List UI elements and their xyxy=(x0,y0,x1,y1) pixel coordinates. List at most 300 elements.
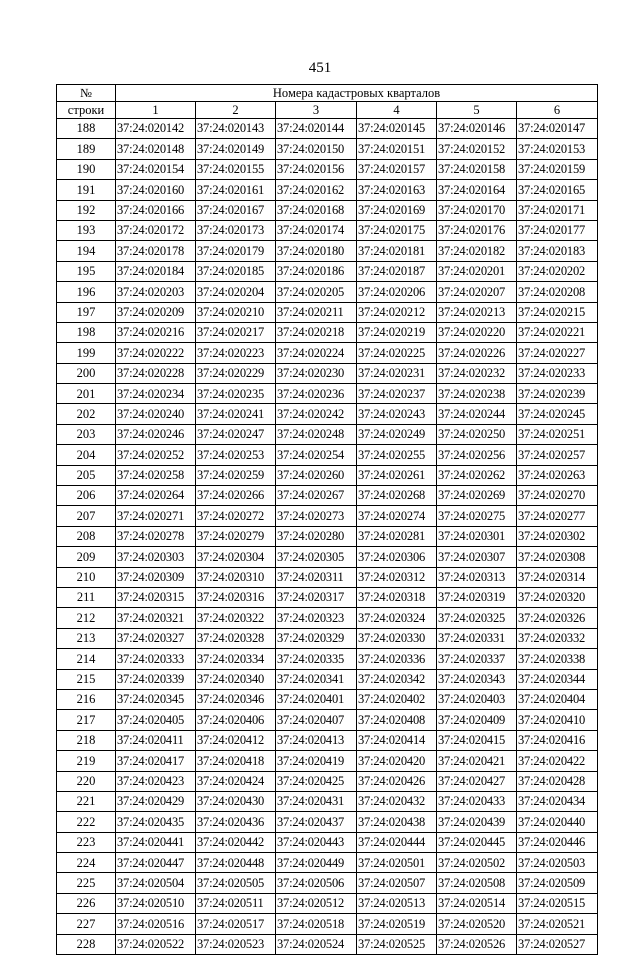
cadastral-number-cell: 37:24:020247 xyxy=(196,424,276,444)
cadastral-number-cell: 37:24:020448 xyxy=(196,853,276,873)
cadastral-number-cell: 37:24:020337 xyxy=(437,649,517,669)
cadastral-number-cell: 37:24:020509 xyxy=(517,873,598,893)
cadastral-number-cell: 37:24:020334 xyxy=(196,649,276,669)
table-row xyxy=(57,119,598,139)
header-no: № xyxy=(57,85,116,102)
cadastral-number-cell: 37:24:020235 xyxy=(196,384,276,404)
header-group: Номера кадастровых кварталов xyxy=(116,85,598,102)
cadastral-number-cell: 37:24:020229 xyxy=(196,363,276,383)
cadastral-number-cell: 37:24:020411 xyxy=(116,730,196,750)
row-number: 203 xyxy=(57,424,116,444)
cadastral-number-cell: 37:24:020168 xyxy=(276,200,357,220)
cadastral-number-cell: 37:24:020230 xyxy=(276,363,357,383)
cadastral-number-cell: 37:24:020304 xyxy=(196,547,276,567)
cadastral-number-cell: 37:24:020441 xyxy=(116,832,196,852)
cadastral-number-cell: 37:24:020149 xyxy=(196,139,276,159)
cadastral-number-cell: 37:24:020219 xyxy=(357,322,437,342)
cadastral-number-cell: 37:24:020439 xyxy=(437,812,517,832)
cadastral-number-cell: 37:24:020170 xyxy=(437,200,517,220)
cadastral-number-cell: 37:24:020436 xyxy=(196,812,276,832)
cadastral-number-cell: 37:24:020146 xyxy=(437,119,517,139)
cadastral-number-cell: 37:24:020206 xyxy=(357,282,437,302)
cadastral-number-cell: 37:24:020205 xyxy=(276,282,357,302)
cadastral-number-cell: 37:24:020526 xyxy=(437,934,517,954)
cadastral-number-cell: 37:24:020301 xyxy=(437,526,517,546)
cadastral-number-cell: 37:24:020338 xyxy=(517,649,598,669)
cadastral-number-cell: 37:24:020504 xyxy=(116,873,196,893)
table-row xyxy=(57,180,598,200)
cadastral-number-cell: 37:24:020156 xyxy=(276,159,357,179)
cadastral-number-cell: 37:24:020449 xyxy=(276,853,357,873)
cadastral-number-cell: 37:24:020154 xyxy=(116,159,196,179)
row-number: 192 xyxy=(57,200,116,220)
table-row xyxy=(57,914,598,934)
cadastral-number-cell: 37:24:020401 xyxy=(276,689,357,709)
cadastral-number-cell: 37:24:020215 xyxy=(517,302,598,322)
cadastral-number-cell: 37:24:020332 xyxy=(517,628,598,648)
cadastral-number-cell: 37:24:020277 xyxy=(517,506,598,526)
table-row xyxy=(57,567,598,587)
cadastral-number-cell: 37:24:020148 xyxy=(116,139,196,159)
row-number: 217 xyxy=(57,710,116,730)
cadastral-number-cell: 37:24:020162 xyxy=(276,180,357,200)
cadastral-number-cell: 37:24:020447 xyxy=(116,853,196,873)
cadastral-number-cell: 37:24:020434 xyxy=(517,791,598,811)
row-number: 210 xyxy=(57,567,116,587)
cadastral-number-cell: 37:24:020320 xyxy=(517,587,598,607)
table-row xyxy=(57,282,598,302)
cadastral-number-cell: 37:24:020512 xyxy=(276,893,357,913)
cadastral-number-cell: 37:24:020222 xyxy=(116,343,196,363)
cadastral-number-cell: 37:24:020167 xyxy=(196,200,276,220)
cadastral-number-cell: 37:24:020427 xyxy=(437,771,517,791)
cadastral-number-cell: 37:24:020425 xyxy=(276,771,357,791)
cadastral-number-cell: 37:24:020420 xyxy=(357,751,437,771)
cadastral-number-cell: 37:24:020443 xyxy=(276,832,357,852)
cadastral-number-cell: 37:24:020432 xyxy=(357,791,437,811)
cadastral-number-cell: 37:24:020314 xyxy=(517,567,598,587)
row-number: 223 xyxy=(57,832,116,852)
cadastral-number-cell: 37:24:020221 xyxy=(517,322,598,342)
cadastral-number-cell: 37:24:020252 xyxy=(116,445,196,465)
table-row xyxy=(57,200,598,220)
cadastral-number-cell: 37:24:020145 xyxy=(357,119,437,139)
row-number: 227 xyxy=(57,914,116,934)
cadastral-number-cell: 37:24:020267 xyxy=(276,486,357,506)
cadastral-number-cell: 37:24:020344 xyxy=(517,669,598,689)
row-number: 222 xyxy=(57,812,116,832)
cadastral-number-cell: 37:24:020510 xyxy=(116,893,196,913)
table-row xyxy=(57,261,598,281)
cadastral-number-cell: 37:24:020169 xyxy=(357,200,437,220)
cadastral-number-cell: 37:24:020317 xyxy=(276,587,357,607)
cadastral-number-cell: 37:24:020207 xyxy=(437,282,517,302)
table-row xyxy=(57,547,598,567)
cadastral-number-cell: 37:24:020177 xyxy=(517,220,598,240)
table-row xyxy=(57,587,598,607)
cadastral-number-cell: 37:24:020403 xyxy=(437,689,517,709)
table-row xyxy=(57,751,598,771)
cadastral-number-cell: 37:24:020444 xyxy=(357,832,437,852)
row-number: 204 xyxy=(57,445,116,465)
table-row xyxy=(57,710,598,730)
cadastral-number-cell: 37:24:020178 xyxy=(116,241,196,261)
cadastral-number-cell: 37:24:020413 xyxy=(276,730,357,750)
row-number: 212 xyxy=(57,608,116,628)
cadastral-number-cell: 37:24:020160 xyxy=(116,180,196,200)
cadastral-number-cell: 37:24:020259 xyxy=(196,465,276,485)
cadastral-number-cell: 37:24:020312 xyxy=(357,567,437,587)
cadastral-number-cell: 37:24:020183 xyxy=(517,241,598,261)
cadastral-number-cell: 37:24:020268 xyxy=(357,486,437,506)
cadastral-number-cell: 37:24:020446 xyxy=(517,832,598,852)
cadastral-number-cell: 37:24:020503 xyxy=(517,853,598,873)
cadastral-number-cell: 37:24:020426 xyxy=(357,771,437,791)
row-number: 216 xyxy=(57,689,116,709)
table-row xyxy=(57,526,598,546)
cadastral-number-cell: 37:24:020153 xyxy=(517,139,598,159)
cadastral-number-cell: 37:24:020181 xyxy=(357,241,437,261)
table-row xyxy=(57,159,598,179)
row-number: 195 xyxy=(57,261,116,281)
table-row xyxy=(57,730,598,750)
cadastral-number-cell: 37:24:020328 xyxy=(196,628,276,648)
cadastral-number-cell: 37:24:020217 xyxy=(196,322,276,342)
cadastral-number-cell: 37:24:020408 xyxy=(357,710,437,730)
table-row xyxy=(57,404,598,424)
row-number: 200 xyxy=(57,363,116,383)
cadastral-number-cell: 37:24:020412 xyxy=(196,730,276,750)
table-row xyxy=(57,791,598,811)
cadastral-number-cell: 37:24:020184 xyxy=(116,261,196,281)
cadastral-number-cell: 37:24:020180 xyxy=(276,241,357,261)
cadastral-number-cell: 37:24:020242 xyxy=(276,404,357,424)
cadastral-number-cell: 37:24:020442 xyxy=(196,832,276,852)
cadastral-number-cell: 37:24:020322 xyxy=(196,608,276,628)
cadastral-number-cell: 37:24:020255 xyxy=(357,445,437,465)
cadastral-number-cell: 37:24:020405 xyxy=(116,710,196,730)
row-number: 193 xyxy=(57,220,116,240)
cadastral-number-cell: 37:24:020226 xyxy=(437,343,517,363)
table-row xyxy=(57,343,598,363)
cadastral-number-cell: 37:24:020325 xyxy=(437,608,517,628)
table-row xyxy=(57,363,598,383)
cadastral-number-cell: 37:24:020172 xyxy=(116,220,196,240)
cadastral-number-cell: 37:24:020501 xyxy=(357,853,437,873)
cadastral-number-cell: 37:24:020311 xyxy=(276,567,357,587)
cadastral-number-cell: 37:24:020186 xyxy=(276,261,357,281)
cadastral-number-cell: 37:24:020339 xyxy=(116,669,196,689)
row-number: 197 xyxy=(57,302,116,322)
cadastral-number-cell: 37:24:020323 xyxy=(276,608,357,628)
cadastral-number-cell: 37:24:020437 xyxy=(276,812,357,832)
table-row xyxy=(57,486,598,506)
cadastral-number-cell: 37:24:020438 xyxy=(357,812,437,832)
cadastral-number-cell: 37:24:020519 xyxy=(357,914,437,934)
cadastral-table xyxy=(56,84,598,955)
cadastral-number-cell: 37:24:020524 xyxy=(276,934,357,954)
cadastral-number-cell: 37:24:020329 xyxy=(276,628,357,648)
row-number: 196 xyxy=(57,282,116,302)
cadastral-number-cell: 37:24:020157 xyxy=(357,159,437,179)
cadastral-number-cell: 37:24:020419 xyxy=(276,751,357,771)
cadastral-number-cell: 37:24:020158 xyxy=(437,159,517,179)
cadastral-number-cell: 37:24:020316 xyxy=(196,587,276,607)
cadastral-number-cell: 37:24:020163 xyxy=(357,180,437,200)
cadastral-number-cell: 37:24:020280 xyxy=(276,526,357,546)
cadastral-number-cell: 37:24:020418 xyxy=(196,751,276,771)
table-row xyxy=(57,934,598,954)
cadastral-number-cell: 37:24:020161 xyxy=(196,180,276,200)
cadastral-number-cell: 37:24:020271 xyxy=(116,506,196,526)
cadastral-number-cell: 37:24:020166 xyxy=(116,200,196,220)
column-header: 6 xyxy=(517,102,598,119)
cadastral-number-cell: 37:24:020273 xyxy=(276,506,357,526)
row-number: 194 xyxy=(57,241,116,261)
cadastral-number-cell: 37:24:020185 xyxy=(196,261,276,281)
table-row xyxy=(57,649,598,669)
table-row xyxy=(57,220,598,240)
cadastral-number-cell: 37:24:020231 xyxy=(357,363,437,383)
cadastral-number-cell: 37:24:020182 xyxy=(437,241,517,261)
cadastral-number-cell: 37:24:020511 xyxy=(196,893,276,913)
cadastral-number-cell: 37:24:020409 xyxy=(437,710,517,730)
row-number: 188 xyxy=(57,119,116,139)
cadastral-number-cell: 37:24:020522 xyxy=(116,934,196,954)
cadastral-number-cell: 37:24:020164 xyxy=(437,180,517,200)
cadastral-number-cell: 37:24:020342 xyxy=(357,669,437,689)
cadastral-number-cell: 37:24:020516 xyxy=(116,914,196,934)
cadastral-number-cell: 37:24:020345 xyxy=(116,689,196,709)
cadastral-number-cell: 37:24:020239 xyxy=(517,384,598,404)
cadastral-number-cell: 37:24:020431 xyxy=(276,791,357,811)
cadastral-number-cell: 37:24:020264 xyxy=(116,486,196,506)
row-number: 221 xyxy=(57,791,116,811)
cadastral-number-cell: 37:24:020313 xyxy=(437,567,517,587)
row-number: 199 xyxy=(57,343,116,363)
table-row xyxy=(57,445,598,465)
cadastral-number-cell: 37:24:020515 xyxy=(517,893,598,913)
cadastral-number-cell: 37:24:020440 xyxy=(517,812,598,832)
cadastral-number-cell: 37:24:020433 xyxy=(437,791,517,811)
cadastral-number-cell: 37:24:020224 xyxy=(276,343,357,363)
cadastral-number-cell: 37:24:020250 xyxy=(437,424,517,444)
cadastral-number-cell: 37:24:020505 xyxy=(196,873,276,893)
cadastral-number-cell: 37:24:020272 xyxy=(196,506,276,526)
table-row xyxy=(57,689,598,709)
cadastral-number-cell: 37:24:020143 xyxy=(196,119,276,139)
cadastral-number-cell: 37:24:020262 xyxy=(437,465,517,485)
cadastral-number-cell: 37:24:020415 xyxy=(437,730,517,750)
column-header: 4 xyxy=(357,102,437,119)
cadastral-number-cell: 37:24:020225 xyxy=(357,343,437,363)
cadastral-number-cell: 37:24:020417 xyxy=(116,751,196,771)
cadastral-number-cell: 37:24:020527 xyxy=(517,934,598,954)
cadastral-number-cell: 37:24:020331 xyxy=(437,628,517,648)
cadastral-number-cell: 37:24:020307 xyxy=(437,547,517,567)
cadastral-number-cell: 37:24:020218 xyxy=(276,322,357,342)
cadastral-number-cell: 37:24:020241 xyxy=(196,404,276,424)
cadastral-number-cell: 37:24:020210 xyxy=(196,302,276,322)
table-row xyxy=(57,322,598,342)
cadastral-number-cell: 37:24:020240 xyxy=(116,404,196,424)
cadastral-number-cell: 37:24:020326 xyxy=(517,608,598,628)
row-number: 202 xyxy=(57,404,116,424)
cadastral-number-cell: 37:24:020204 xyxy=(196,282,276,302)
cadastral-number-cell: 37:24:020343 xyxy=(437,669,517,689)
cadastral-number-cell: 37:24:020159 xyxy=(517,159,598,179)
cadastral-number-cell: 37:24:020260 xyxy=(276,465,357,485)
cadastral-number-cell: 37:24:020321 xyxy=(116,608,196,628)
cadastral-number-cell: 37:24:020310 xyxy=(196,567,276,587)
row-number: 219 xyxy=(57,751,116,771)
cadastral-number-cell: 37:24:020406 xyxy=(196,710,276,730)
table-row xyxy=(57,873,598,893)
cadastral-number-cell: 37:24:020165 xyxy=(517,180,598,200)
cadastral-number-cell: 37:24:020518 xyxy=(276,914,357,934)
cadastral-number-cell: 37:24:020507 xyxy=(357,873,437,893)
row-number: 213 xyxy=(57,628,116,648)
cadastral-number-cell: 37:24:020227 xyxy=(517,343,598,363)
cadastral-number-cell: 37:24:020256 xyxy=(437,445,517,465)
cadastral-number-cell: 37:24:020269 xyxy=(437,486,517,506)
table-row xyxy=(57,384,598,404)
cadastral-number-cell: 37:24:020315 xyxy=(116,587,196,607)
cadastral-number-cell: 37:24:020223 xyxy=(196,343,276,363)
cadastral-number-cell: 37:24:020233 xyxy=(517,363,598,383)
cadastral-number-cell: 37:24:020216 xyxy=(116,322,196,342)
row-number: 215 xyxy=(57,669,116,689)
cadastral-number-cell: 37:24:020520 xyxy=(437,914,517,934)
row-number: 228 xyxy=(57,934,116,954)
cadastral-number-cell: 37:24:020237 xyxy=(357,384,437,404)
cadastral-number-cell: 37:24:020324 xyxy=(357,608,437,628)
cadastral-number-cell: 37:24:020275 xyxy=(437,506,517,526)
page-number: 451 xyxy=(308,60,332,76)
cadastral-number-cell: 37:24:020187 xyxy=(357,261,437,281)
cadastral-number-cell: 37:24:020281 xyxy=(357,526,437,546)
cadastral-number-cell: 37:24:020517 xyxy=(196,914,276,934)
column-header: 2 xyxy=(196,102,276,119)
row-number: 189 xyxy=(57,139,116,159)
cadastral-number-cell: 37:24:020228 xyxy=(116,363,196,383)
row-number: 214 xyxy=(57,649,116,669)
table-row xyxy=(57,812,598,832)
cadastral-number-cell: 37:24:020330 xyxy=(357,628,437,648)
cadastral-number-cell: 37:24:020232 xyxy=(437,363,517,383)
cadastral-number-cell: 37:24:020309 xyxy=(116,567,196,587)
cadastral-number-cell: 37:24:020258 xyxy=(116,465,196,485)
cadastral-number-cell: 37:24:020244 xyxy=(437,404,517,424)
row-number: 218 xyxy=(57,730,116,750)
cadastral-number-cell: 37:24:020306 xyxy=(357,547,437,567)
cadastral-number-cell: 37:24:020266 xyxy=(196,486,276,506)
cadastral-number-cell: 37:24:020202 xyxy=(517,261,598,281)
cadastral-number-cell: 37:24:020279 xyxy=(196,526,276,546)
row-number: 206 xyxy=(57,486,116,506)
cadastral-number-cell: 37:24:020152 xyxy=(437,139,517,159)
row-number: 190 xyxy=(57,159,116,179)
cadastral-number-cell: 37:24:020506 xyxy=(276,873,357,893)
row-number: 226 xyxy=(57,893,116,913)
cadastral-number-cell: 37:24:020208 xyxy=(517,282,598,302)
row-number: 205 xyxy=(57,465,116,485)
cadastral-number-cell: 37:24:020179 xyxy=(196,241,276,261)
cadastral-number-cell: 37:24:020147 xyxy=(517,119,598,139)
cadastral-number-cell: 37:24:020211 xyxy=(276,302,357,322)
cadastral-number-cell: 37:24:020302 xyxy=(517,526,598,546)
table-row xyxy=(57,139,598,159)
cadastral-number-cell: 37:24:020430 xyxy=(196,791,276,811)
cadastral-number-cell: 37:24:020335 xyxy=(276,649,357,669)
cadastral-number-cell: 37:24:020525 xyxy=(357,934,437,954)
table-row xyxy=(57,424,598,444)
row-number: 201 xyxy=(57,384,116,404)
cadastral-number-cell: 37:24:020318 xyxy=(357,587,437,607)
cadastral-number-cell: 37:24:020422 xyxy=(517,751,598,771)
row-number: 191 xyxy=(57,180,116,200)
cadastral-number-cell: 37:24:020253 xyxy=(196,445,276,465)
table-row xyxy=(57,893,598,913)
cadastral-number-cell: 37:24:020305 xyxy=(276,547,357,567)
cadastral-number-cell: 37:24:020416 xyxy=(517,730,598,750)
header-row-label: строки xyxy=(57,102,116,119)
cadastral-number-cell: 37:24:020150 xyxy=(276,139,357,159)
cadastral-number-cell: 37:24:020410 xyxy=(517,710,598,730)
table-row xyxy=(57,628,598,648)
cadastral-number-cell: 37:24:020171 xyxy=(517,200,598,220)
table-row xyxy=(57,771,598,791)
cadastral-number-cell: 37:24:020176 xyxy=(437,220,517,240)
table-row xyxy=(57,241,598,261)
cadastral-number-cell: 37:24:020303 xyxy=(116,547,196,567)
cadastral-number-cell: 37:24:020175 xyxy=(357,220,437,240)
cadastral-number-cell: 37:24:020257 xyxy=(517,445,598,465)
table-row xyxy=(57,465,598,485)
table-row xyxy=(57,832,598,852)
cadastral-number-cell: 37:24:020174 xyxy=(276,220,357,240)
cadastral-number-cell: 37:24:020428 xyxy=(517,771,598,791)
cadastral-number-cell: 37:24:020254 xyxy=(276,445,357,465)
table-row xyxy=(57,506,598,526)
row-number: 209 xyxy=(57,547,116,567)
cadastral-number-cell: 37:24:020270 xyxy=(517,486,598,506)
cadastral-number-cell: 37:24:020333 xyxy=(116,649,196,669)
cadastral-number-cell: 37:24:020261 xyxy=(357,465,437,485)
cadastral-number-cell: 37:24:020404 xyxy=(517,689,598,709)
cadastral-number-cell: 37:24:020209 xyxy=(116,302,196,322)
cadastral-number-cell: 37:24:020421 xyxy=(437,751,517,771)
cadastral-number-cell: 37:24:020340 xyxy=(196,669,276,689)
cadastral-number-cell: 37:24:020523 xyxy=(196,934,276,954)
table-row xyxy=(57,669,598,689)
cadastral-number-cell: 37:24:020508 xyxy=(437,873,517,893)
cadastral-number-cell: 37:24:020341 xyxy=(276,669,357,689)
cadastral-number-cell: 37:24:020514 xyxy=(437,893,517,913)
cadastral-number-cell: 37:24:020346 xyxy=(196,689,276,709)
cadastral-number-cell: 37:24:020203 xyxy=(116,282,196,302)
cadastral-number-cell: 37:24:020245 xyxy=(517,404,598,424)
row-number: 220 xyxy=(57,771,116,791)
cadastral-number-cell: 37:24:020278 xyxy=(116,526,196,546)
cadastral-number-cell: 37:24:020238 xyxy=(437,384,517,404)
cadastral-number-cell: 37:24:020319 xyxy=(437,587,517,607)
column-header: 3 xyxy=(276,102,357,119)
cadastral-number-cell: 37:24:020424 xyxy=(196,771,276,791)
cadastral-number-cell: 37:24:020155 xyxy=(196,159,276,179)
cadastral-number-cell: 37:24:020445 xyxy=(437,832,517,852)
table-row xyxy=(57,302,598,322)
